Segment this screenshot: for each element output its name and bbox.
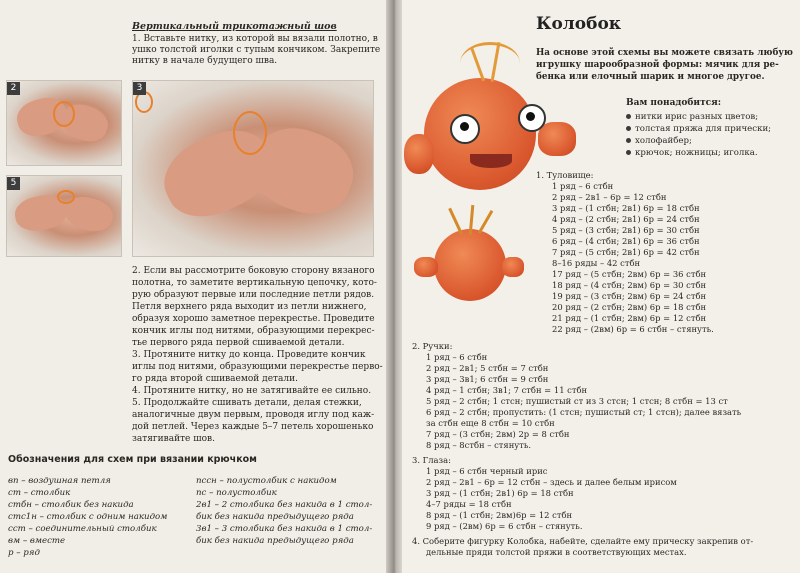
legend-item: вм – вместе: [8, 536, 66, 546]
pattern-row: 2 ряд – 2в1; 5 стбн = 7 стбн: [426, 363, 549, 373]
pattern-row: 22 ряд – (2вм) 6р = 6 стбн – стянуть.: [552, 324, 714, 334]
legend-item: бик без накида предыдущего ряда: [196, 512, 354, 522]
instruction-line: иглы под нитями, образующими перекрестье перво-: [132, 362, 383, 372]
instruction-line: аналогичные двум первым, проводя иглу под каж-: [132, 410, 375, 420]
instruction-line: 3. Протяните нитку до конца. Проведите кончик: [132, 350, 366, 360]
legend-item: р – ряд: [8, 548, 40, 558]
step1-line: нитку в начале будущего шва.: [132, 56, 278, 66]
page-title: Колобок: [536, 14, 622, 34]
instruction-line: тье первого ряда первой сшиваемой детали.: [132, 338, 345, 348]
toy-pupil: [460, 122, 469, 131]
legend-item: пс – полустолбик: [196, 488, 277, 498]
toy-body: [424, 78, 536, 190]
toy-arm: [502, 257, 524, 277]
materials-item: [626, 124, 771, 135]
pattern-row: 8 ряд – (1 стбн; 2вм)6р = 12 стбн: [426, 510, 573, 520]
legend-item: вп – воздушная петля: [8, 476, 111, 486]
step1-line: ушко толстой иголки с тупым кончиком. Закрепите: [132, 45, 381, 55]
pattern-row: 3 ряд – (1 стбн; 2в1) 6р = 18 стбн: [426, 488, 574, 498]
right-page: [402, 0, 800, 573]
legend-item: ст – столбик: [8, 488, 71, 498]
legend-item: 3в1 – 3 столбика без накида в 1 стол-: [196, 524, 373, 534]
pattern-row: 1 ряд – 6 стбн: [426, 352, 488, 362]
yarn-shape: [53, 101, 75, 127]
pattern-row: 21 ряд – (1 стбн; 2вм) 6р = 12 стбн: [552, 313, 707, 323]
pattern-row: 2 ряд – 2в1 – 6р = 12 стбн – здесь и далее белым ирисом: [426, 477, 677, 487]
materials-item-text: толстая пряжа для прически;: [635, 124, 772, 134]
instruction-line: затягивайте шов.: [132, 434, 215, 444]
legend-item: 2в1 – 2 столбика без накида в 1 стол-: [196, 500, 373, 510]
photo-number-badge: 3: [133, 82, 146, 95]
photo-step-2: [6, 80, 122, 166]
photo-number-badge: 2: [7, 82, 20, 95]
pattern-row: 3 ряд – 3в1; 6 стбн = 9 стбн: [426, 374, 549, 384]
pattern-row: 19 ряд – (3 стбн; 2вм) 6р = 24 стбн: [552, 291, 707, 301]
materials-item-text: нитки ирис разных цветов;: [635, 112, 759, 122]
instruction-line: 2. Если вы рассмотрите боковую сторону вязаного: [132, 266, 375, 276]
pattern-row: 9 ряд – (2вм) 6р = 6 стбн – стянуть.: [426, 521, 583, 531]
instruction-line: 5. Продолжайте сшивать детали, делая стежки,: [132, 398, 362, 408]
legend-item: стс1н – столбик с одним накидом: [8, 512, 168, 522]
pattern-row: 7 ряд – (5 стбн; 2в1) 6р = 42 стбн: [552, 247, 700, 257]
toy-arm: [538, 122, 576, 156]
pattern-row: 3 ряд – (1 стбн; 2в1) 6р = 18 стбн: [552, 203, 700, 213]
final-line: 4. Соберите фигурку Колобка, набейте, сделайте ему прическу закрепив от-: [412, 536, 754, 546]
materials-title: Вам понадобится:: [626, 98, 722, 108]
section-title: Вертикальный трикотажный шов: [132, 21, 337, 32]
pattern-row: 20 ряд – (2 стбн; 2вм) 6р = 18 стбн: [552, 302, 707, 312]
toy-mouth: [470, 154, 512, 168]
torso-title: 1. Туловище:: [536, 170, 594, 180]
pattern-row: 4–7 ряды = 18 стбн: [426, 499, 512, 509]
bullet-icon: [626, 114, 631, 119]
intro-line: игрушку шарообразной формы: мячик для ре-: [536, 60, 779, 70]
materials-item: [626, 148, 758, 159]
eyes-title: 3. Глаза:: [412, 455, 451, 465]
intro-line: На основе этой схемы вы можете связать любую: [536, 48, 793, 58]
legend-item: пссн – полустолбик с накидом: [196, 476, 337, 486]
toy-pupil: [526, 112, 535, 121]
pattern-row: 6 ряд – (4 стбн; 2в1) 6р = 36 стбн: [552, 236, 700, 246]
toy-arm: [414, 257, 438, 277]
pattern-row: 17 ряд – (5 стбн; 2вм) 6р = 36 стбн: [552, 269, 707, 279]
materials-item: [626, 112, 758, 123]
pattern-row: 7 ряд – (3 стбн; 2вм) 2р = 8 стбн: [426, 429, 570, 439]
final-line: дельные пряди толстой пряжи в соответствующих местах.: [426, 547, 687, 557]
photo-step-3: [132, 80, 374, 257]
pattern-row: 5 ряд – 2 стбн; 1 стсн; пушистый ст из 3 стсн; 1 стсн; 8 стбн = 13 ст: [426, 396, 728, 406]
materials-item-text: крючок; ножницы; иголка.: [635, 148, 758, 158]
legend-item: сст – соединительный столбик: [8, 524, 157, 534]
legend-item: стбн – столбик без накида: [8, 500, 134, 510]
pattern-row: 6 ряд – 2 стбн; пропустить: (1 стсн; пушистый ст; 1 стсн); далее вязать: [426, 407, 742, 417]
kolobok-photo-small: [410, 205, 530, 305]
pattern-row: 1 ряд – 6 стбн черный ирис: [426, 466, 548, 476]
pattern-row: 2 ряд – 2в1 – 6р = 12 стбн: [552, 192, 667, 202]
toy-hair: [448, 208, 463, 235]
instruction-line: рую образуют первые или последние петли рядов.: [132, 290, 375, 300]
toy-hair: [478, 210, 494, 234]
instruction-line: полотна, то заметите вертикальную цепочку, кото-: [132, 278, 377, 288]
pattern-row: 4 ряд – (2 стбн; 2в1) 6р = 24 стбн: [552, 214, 700, 224]
legend-item: бик без накида предыдущего ряда: [196, 536, 354, 546]
instruction-line: дой петлей. Через каждые 5–7 петель хорошенько: [132, 422, 374, 432]
pattern-row: 1 ряд – 6 стбн: [552, 181, 614, 191]
bullet-icon: [626, 126, 631, 131]
instruction-line: 4. Протяните нитку, но не затягивайте ее сильно.: [132, 386, 372, 396]
instruction-line: го ряда второй сшиваемой детали.: [132, 374, 298, 384]
photo-number-badge: 5: [7, 177, 20, 190]
left-page: [0, 0, 388, 573]
instruction-line: образуя хорошо заметное перекрестье. Проведите: [132, 314, 375, 324]
bullet-icon: [626, 150, 631, 155]
arms-title: 2. Ручки:: [412, 341, 453, 351]
pattern-row: 4 ряд – 1 стбн; 3в1; 7 стбн = 11 стбн: [426, 385, 588, 395]
pattern-row: за стбн еще 8 стбн = 10 стбн: [426, 418, 555, 428]
pattern-row: 8–16 ряды – 42 стбн: [552, 258, 641, 268]
materials-item-text: холофайбер;: [635, 136, 692, 146]
instruction-line: Петля верхнего ряда выходит из петли нижнего,: [132, 302, 367, 312]
bullet-icon: [626, 138, 631, 143]
pattern-row: 18 ряд – (4 стбн; 2вм) 6р = 30 стбн: [552, 280, 707, 290]
materials-item: [626, 136, 692, 147]
yarn-shape: [233, 111, 267, 155]
photo-step-5: [6, 175, 122, 257]
step1-line: 1. Вставьте нитку, из которой вы вязали полотно, в: [132, 34, 378, 44]
legend-title: Обозначения для схем при вязании крючком: [8, 454, 257, 465]
pattern-row: 8 ряд – 8стбн – стянуть.: [426, 440, 532, 450]
toy-arm: [404, 134, 434, 174]
intro-line: бенка или елочный шарик и многое другое.: [536, 72, 765, 82]
yarn-shape: [57, 190, 75, 204]
toy-body: [434, 229, 506, 301]
pattern-row: 5 ряд – (3 стбн; 2в1) 6р = 30 стбн: [552, 225, 700, 235]
instruction-line: кончик иглы под нитями, образующими перекрес-: [132, 326, 375, 336]
